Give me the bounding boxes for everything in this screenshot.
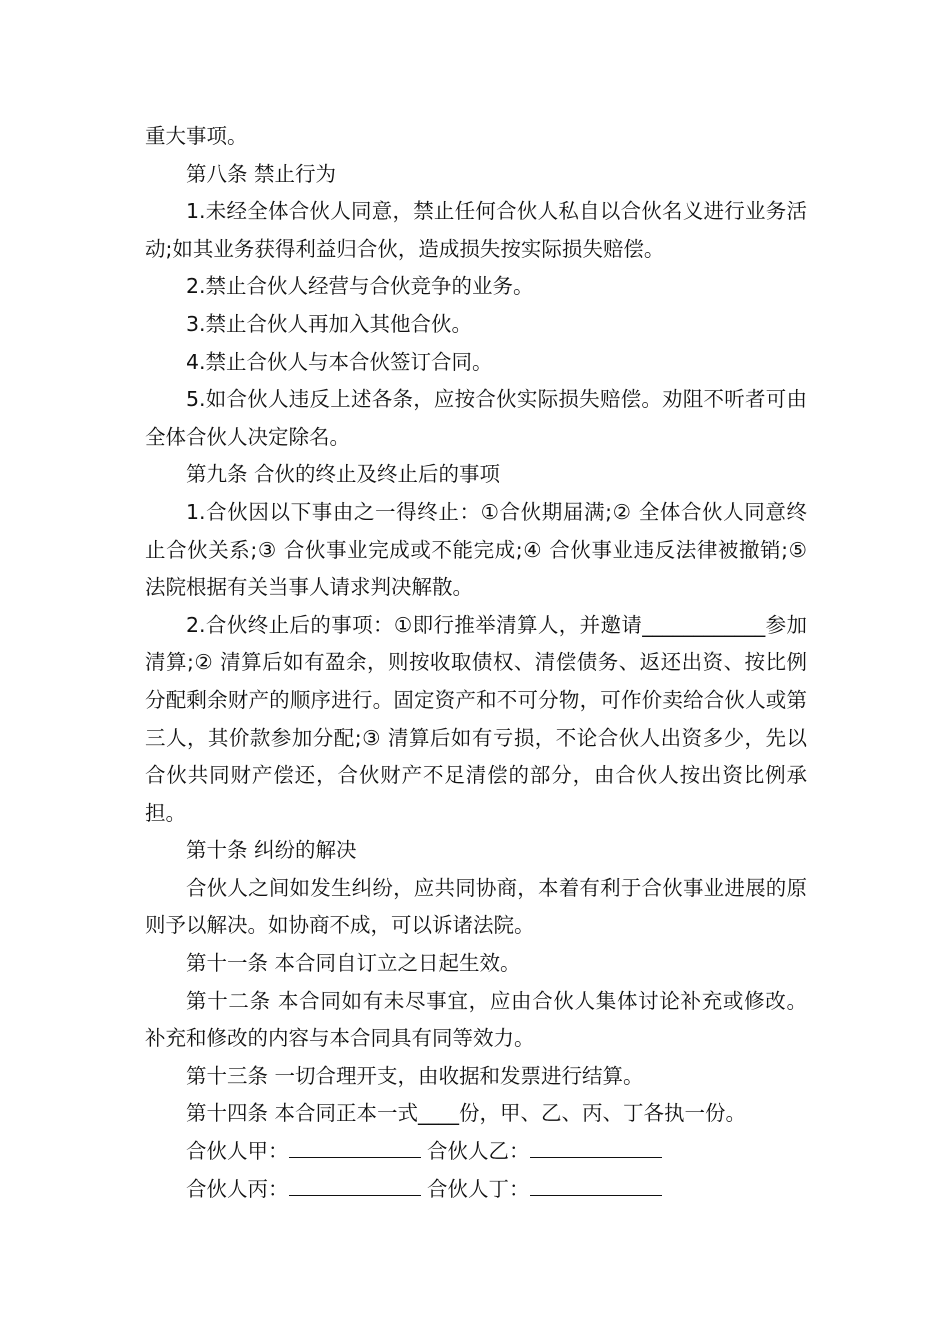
signature-line-partner-b[interactable]: [530, 1137, 662, 1158]
paragraph-continuation: 重大事项。: [145, 124, 248, 148]
signature-line-partner-d[interactable]: [530, 1175, 662, 1196]
article-9-heading: 第九条 合伙的终止及终止后的事项: [186, 462, 501, 487]
article-9-item-2: 2.合伙终止后的事项：①即行推举清算人，并邀请____________参加清算;② 清算后如有盈余，则按收取债权、清偿债务、返还出资、按比例分配剩余财产的顺序进行。固定资产和不可分物，可作价卖给合伙人或第三人，其价款参加分配;③ 清算后如有亏损，不论合伙人出资多少，先以合伙共同财产偿还，合伙财产不足清偿的部分，由合伙人按出资比例承担。: [145, 612, 807, 825]
signature-row: [145, 1133, 807, 1171]
article-8-item-3: 3.禁止合伙人再加入其他合伙。: [186, 311, 473, 336]
contract-body: [145, 118, 814, 1208]
article-8-item-5: 5.如合伙人违反上述各条，应按合伙实际损失赔偿。劝阻不听者可由全体合伙人决定除名。: [145, 387, 807, 449]
article-12: 第十二条 本合同如有未尽事宜，应由合伙人集体讨论补充或修改。补充和修改的内容与本合同具有同等效力。: [145, 988, 807, 1051]
signature-label-partner-a: 合伙人甲：: [186, 1139, 289, 1164]
signature-row: [145, 1171, 807, 1209]
article-10-body: 合伙人之间如发生纠纷，应共同协商，本着有利于合伙事业进展的原则予以解决。如协商不成，可以诉诸法院。: [145, 875, 807, 938]
article-14: 第十四条 本合同正本一式____份，甲、乙、丙、丁各执一份。: [186, 1101, 747, 1126]
article-11: 第十一条 本合同自订立之日起生效。: [186, 951, 521, 976]
article-9-item-1: 1.合伙因以下事由之一得终止：①合伙期届满;② 全体合伙人同意终止合伙关系;③ 合伙事业完成或不能完成;④ 合伙事业违反法律被撤销;⑤ 法院根据有关当事人请求判决解散。: [145, 499, 814, 600]
signature-line-partner-c[interactable]: [289, 1175, 421, 1196]
article-13: 第十三条 一切合理开支，由收据和发票进行结算。: [186, 1063, 644, 1088]
signature-line-partner-a[interactable]: [289, 1137, 421, 1158]
article-8-item-1: 1.未经全体合伙人同意，禁止任何合伙人私自以合伙名义进行业务活动;如其业务获得利益归合伙，造成损失按实际损失赔偿。: [145, 199, 807, 261]
article-8-heading: 第八条 禁止行为: [186, 161, 337, 186]
article-8-item-4: 4.禁止合伙人与本合伙签订合同。: [186, 349, 493, 374]
signature-label-partner-d: 合伙人丁：: [427, 1176, 530, 1201]
signature-label-partner-c: 合伙人丙：: [186, 1176, 289, 1201]
article-10-heading: 第十条 纠纷的解决: [186, 838, 357, 863]
article-8-item-2: 2.禁止合伙人经营与合伙竞争的业务。: [186, 274, 534, 299]
signature-label-partner-b: 合伙人乙：: [427, 1139, 530, 1164]
